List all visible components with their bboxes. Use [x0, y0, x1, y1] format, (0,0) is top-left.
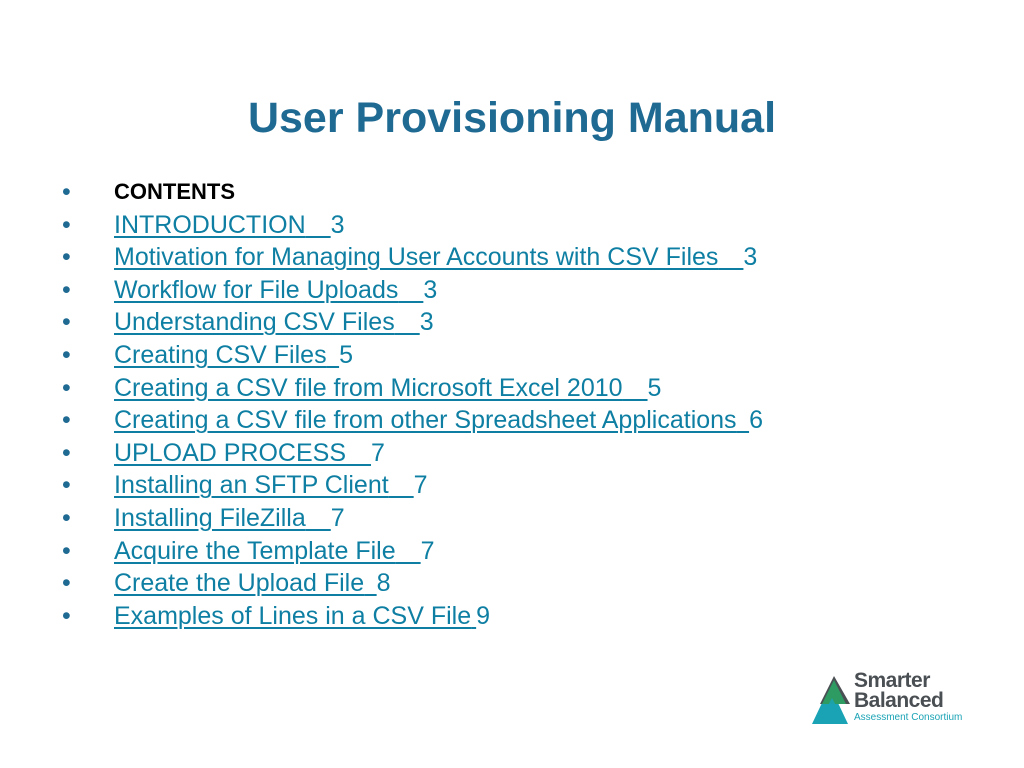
bullet-icon: • — [62, 308, 71, 337]
bullet-icon: • — [62, 406, 71, 435]
toc-page-number: 7 — [330, 503, 345, 532]
bullet-icon: • — [62, 275, 71, 304]
toc-page-number: 6 — [749, 406, 763, 435]
toc-link-label: Acquire the Template File — [114, 536, 396, 565]
bullet-icon: • — [62, 471, 71, 500]
toc-page-number: 8 — [376, 569, 391, 598]
logo-mountain-icon — [810, 672, 854, 726]
logo-word-smarter: Smarter — [854, 669, 930, 692]
toc-link[interactable] — [114, 243, 757, 271]
bullet-icon: • — [62, 569, 71, 598]
toc-page-number: 9 — [476, 601, 491, 630]
toc-page-number: 7 — [413, 471, 428, 500]
toc-link-label: INTRODUCTION — [114, 210, 306, 239]
toc-link-label: Motivation for Managing User Accounts with CSV Files — [114, 243, 719, 272]
toc-link-label: Creating CSV Files — [114, 340, 327, 369]
toc-link[interactable] — [114, 504, 345, 532]
toc-link[interactable] — [114, 374, 661, 402]
bullet-icon: • — [62, 503, 71, 532]
toc-link[interactable] — [114, 406, 763, 434]
logo-word-balanced: Balanced — [854, 689, 944, 712]
toc-link-label: Creating a CSV file from Microsoft Excel 2010 — [114, 373, 623, 402]
toc-page-number: 5 — [339, 340, 353, 369]
bullet-icon: • — [62, 243, 71, 272]
bullet-icon: • — [62, 373, 71, 402]
toc-link[interactable] — [114, 439, 385, 467]
bullet-icon: • — [62, 178, 71, 206]
toc-link-label: Creating a CSV file from other Spreadsheet Applications — [114, 406, 737, 435]
toc-link[interactable] — [114, 602, 490, 630]
bullet-icon: • — [62, 340, 71, 369]
toc-link[interactable] — [114, 537, 435, 565]
toc-link-label: Installing FileZilla — [114, 503, 306, 532]
toc-heading: CONTENTS — [114, 179, 235, 204]
toc-link[interactable] — [114, 308, 434, 336]
bullet-icon: • — [62, 438, 71, 467]
toc-link-label: Workflow for File Uploads — [114, 275, 399, 304]
toc-link-label: UPLOAD PROCESS — [114, 438, 347, 467]
toc-link-label: Examples of Lines in a CSV File — [114, 601, 472, 630]
toc-link[interactable] — [114, 471, 428, 499]
toc-link[interactable] — [114, 211, 345, 239]
toc-page-number: 7 — [371, 438, 385, 467]
toc-link[interactable] — [114, 276, 437, 304]
toc-link-label: Installing an SFTP Client — [114, 471, 389, 500]
toc-link[interactable] — [114, 569, 391, 597]
logo-tagline: Assessment Consortium — [854, 712, 963, 723]
toc-page-number: 3 — [419, 308, 434, 337]
toc-page-number: 3 — [423, 275, 438, 304]
toc-link-label: Understanding CSV Files — [114, 308, 395, 337]
toc-page-number: 7 — [420, 536, 435, 565]
toc-page-number: 5 — [647, 373, 662, 402]
bullet-icon: • — [62, 536, 71, 565]
slide-title: User Provisioning Manual — [247, 94, 777, 142]
toc-page-number: 3 — [330, 210, 345, 239]
toc-page-number: 3 — [743, 243, 758, 272]
smarter-balanced-logo — [810, 669, 982, 728]
bullet-icon: • — [62, 601, 71, 630]
toc-link-label: Create the Upload File — [114, 569, 365, 598]
bullet-icon: • — [62, 210, 71, 239]
toc-link[interactable] — [114, 341, 353, 369]
